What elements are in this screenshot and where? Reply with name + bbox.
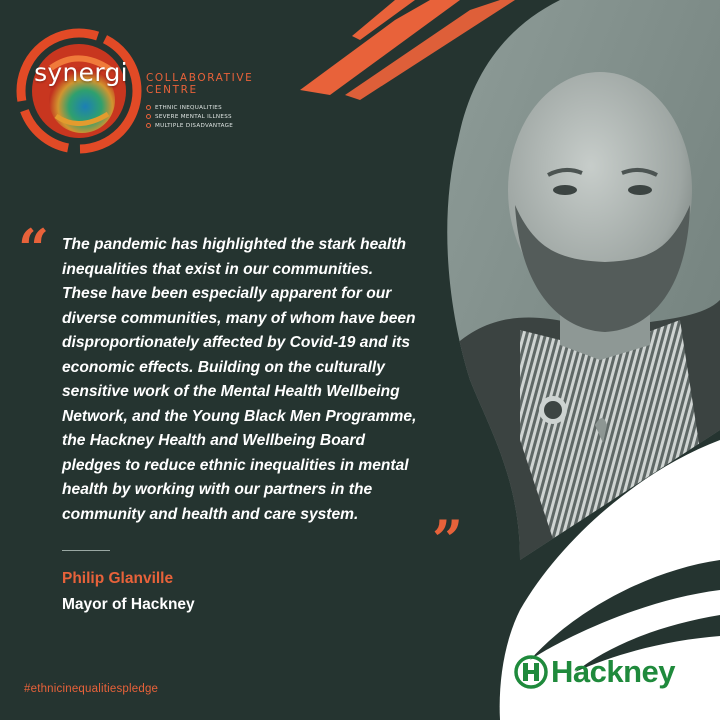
collaborative-centre-title (146, 72, 253, 96)
author-name: Philip Glanville (62, 570, 174, 587)
synergi-wordmark: synergi (34, 58, 128, 87)
focus-area-label: SEVERE MENTAL ILLNESS (155, 114, 232, 120)
quote-line: These have been especially apparent for our (62, 285, 392, 302)
divider (62, 550, 110, 551)
quote-line: diverse communities, many of whom have been (62, 309, 416, 327)
focus-area-label: MULTIPLE DISADVANTAGE (155, 123, 234, 129)
synergi-logo-icon (16, 28, 142, 154)
author-title: Mayor of Hackney (62, 596, 195, 613)
quote-text (62, 233, 482, 527)
focus-area-item (146, 122, 233, 131)
quote-line: The pandemic has highlighted the stark health (62, 236, 406, 253)
focus-areas-list (146, 104, 233, 131)
quote-line: disproportionately affected by Covid-19 and its (62, 334, 411, 351)
hackney-h-icon (514, 655, 548, 689)
quote-line: sensitive work of the Mental Health Wellbeing (62, 383, 400, 400)
bullet-icon (146, 123, 151, 128)
focus-area-item (146, 113, 233, 122)
quote-open-icon: “ (18, 217, 50, 281)
hackney-wordmark: Hackney (551, 654, 676, 689)
hackney-logo (514, 652, 675, 692)
bullet-icon (146, 105, 151, 110)
focus-area-item (146, 104, 233, 113)
focus-area-label: ETHNIC INEQUALITIES (155, 105, 222, 111)
quote-line: community and health and care system. (62, 505, 359, 523)
hashtag: #ethnicinequalitiespledge (24, 683, 159, 695)
quote-line: pledges to reduce ethnic inequalities in mental (62, 456, 409, 474)
collab-line-1: COLLABORATIVE (146, 72, 254, 84)
quote-line: the Hackney Health and Wellbeing Board (62, 432, 365, 449)
quote-line: Network, and the Young Black Men Programme, (62, 407, 417, 425)
quote-line: health by working with our partners in the (62, 481, 373, 498)
quote-line: inequalities that exist in our communities. (62, 260, 374, 278)
quote-line: economic effects. Building on the culturally (62, 358, 385, 376)
collab-line-2: CENTRE (146, 84, 198, 96)
quote-close-icon: ” (432, 508, 464, 572)
bullet-icon (146, 114, 151, 119)
